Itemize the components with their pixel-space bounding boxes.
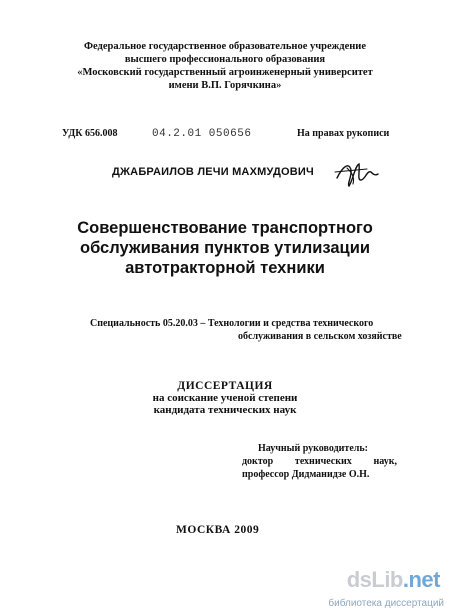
logo-part-net: .net xyxy=(402,567,440,592)
watermark-tagline: библиотека диссертаций xyxy=(328,598,444,609)
dissertation-block xyxy=(100,380,350,416)
supervisor-name: профессор Дидманидзе О.Н. xyxy=(242,469,370,480)
degree-word-1: доктор xyxy=(242,456,274,467)
supervisor-degree xyxy=(242,456,397,467)
degree-word-2: технических xyxy=(294,456,352,467)
signature-icon xyxy=(333,158,379,190)
watermark-logo xyxy=(347,567,440,593)
institution-header xyxy=(50,40,400,92)
author-name: ДЖАБРАИЛОВ ЛЕЧИ МАХМУДОВИЧ xyxy=(112,166,314,178)
header-line-2: высшего профессионального образования xyxy=(124,54,326,65)
supervisor-label: Научный руководитель: xyxy=(258,443,368,454)
title-line-1: Совершенствование транспортного xyxy=(77,219,373,237)
specialty-line-1: Специальность 05.20.03 – Технологии и средства технического xyxy=(90,318,374,329)
title-line-3: автотракторной техники xyxy=(125,259,325,277)
specialty-line-2: обслуживания в сельском хозяйстве xyxy=(238,331,402,342)
header-line-3: «Московский государственный агроинженерный университет xyxy=(77,67,373,78)
rights-notice: На правах рукописи xyxy=(297,128,390,139)
dissertation-line-3: кандидата технических наук xyxy=(153,404,297,416)
city-year: МОСКВА 2009 xyxy=(176,524,260,536)
logo-part-ds: ds xyxy=(346,567,372,592)
degree-word-3: наук, xyxy=(373,456,397,467)
dissertation-line-2: на соискание ученой степени xyxy=(152,392,298,404)
logo-part-lib: Lib xyxy=(371,567,403,592)
dissertation-heading: ДИССЕРТАЦИЯ xyxy=(177,380,273,392)
watermark xyxy=(322,567,450,616)
dissertation-title xyxy=(55,218,395,278)
title-line-2: обслуживания пунктов утилизации xyxy=(80,239,370,257)
udk-code: УДК 656.008 xyxy=(62,128,118,139)
header-line-1: Федеральное государственное образовательное учреждение xyxy=(83,41,367,52)
header-line-4: имени В.П. Горячкина» xyxy=(168,80,282,91)
registration-stamp: 04.2.01 050656 xyxy=(152,128,252,140)
